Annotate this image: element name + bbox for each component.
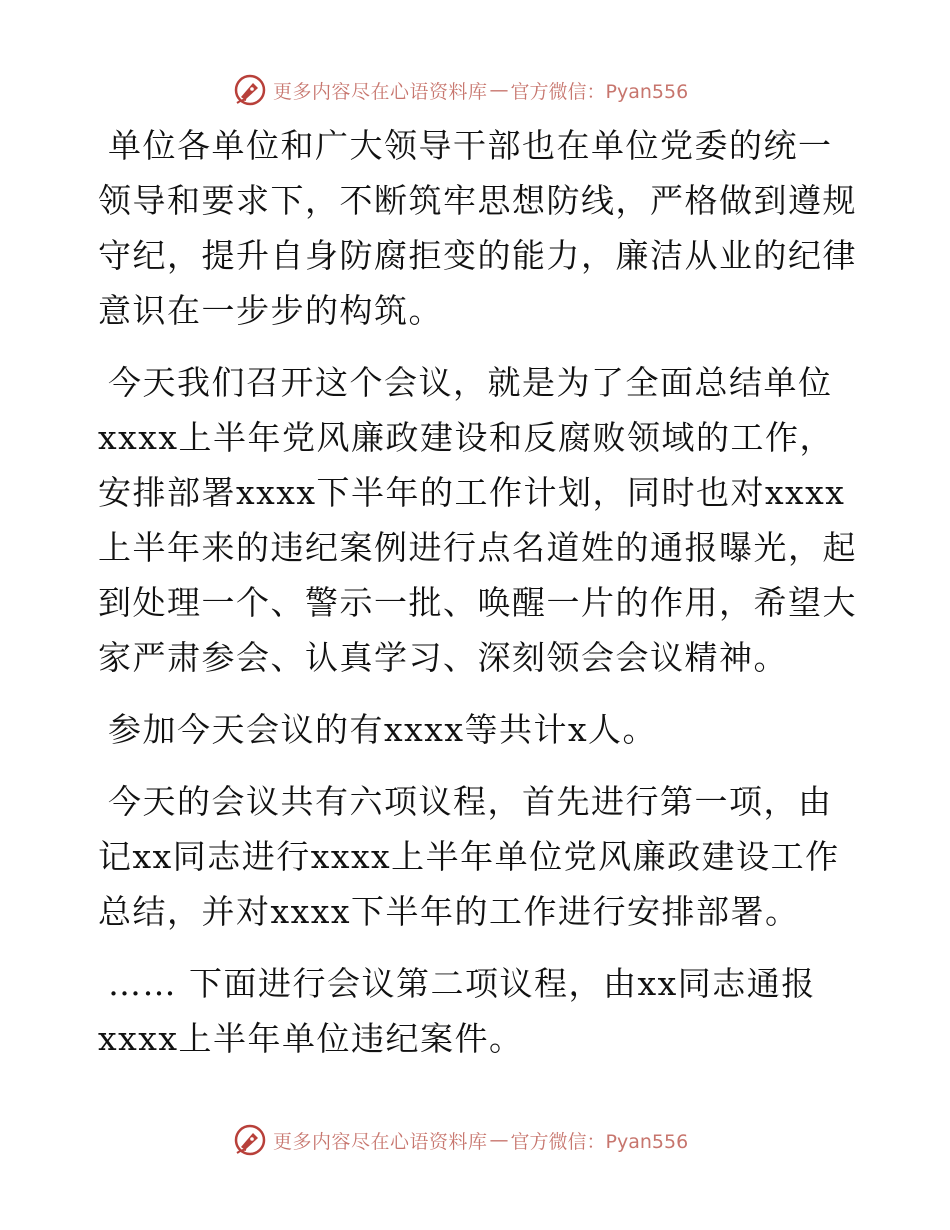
header-banner (233, 70, 688, 110)
paragraph-1: 单位各单位和广大领导干部也在单位党委的统一领导和要求下，不断筑牢思想防线，严格做到遵规守纪，提升自身防腐拒变的能力，廉洁从业的纪律意识在一步步的构筑。 (98, 126, 857, 330)
pen-nib-logo-icon (233, 73, 267, 107)
banner-text: 更多内容尽在心语资料库 (273, 1130, 488, 1153)
paragraph-4: 今天的会议共有六项议程，首先进行第一项，由记xx同志进行xxxx上半年单位党风廉政建设工作总结，并对xxxx下半年的工作进行安排部署。 (98, 782, 840, 931)
banner-separator: — (489, 1129, 509, 1151)
paragraph-2: 今天我们召开这个会议，就是为了全面总结单位xxxx上半年党风廉政建设和反腐败领域的工作，安排部署xxxx下半年的工作计划，同时也对xxxx上半年来的违纪案例进行点名道姓的通报曝光，起到处理一个、警示一批、唤醒一片的作用，希望大家严肃参会、认真学习、深刻领会会议精神。 (98, 363, 857, 677)
footer-banner (233, 1120, 688, 1160)
banner-separator: — (489, 79, 509, 101)
pen-nib-logo-icon (233, 1123, 267, 1157)
document-body (98, 118, 858, 1066)
banner-contact: 官方微信：Pyan556 (510, 1130, 689, 1153)
paragraph-5: …… 下面进行会议第二项议程，由xx同志通报xxxx上半年单位违纪案件。 (98, 964, 816, 1058)
banner-text: 更多内容尽在心语资料库 (273, 80, 488, 103)
banner-contact: 官方微信：Pyan556 (510, 80, 689, 103)
paragraph-3: 参加今天会议的有xxxx等共计x人。 (108, 710, 658, 749)
